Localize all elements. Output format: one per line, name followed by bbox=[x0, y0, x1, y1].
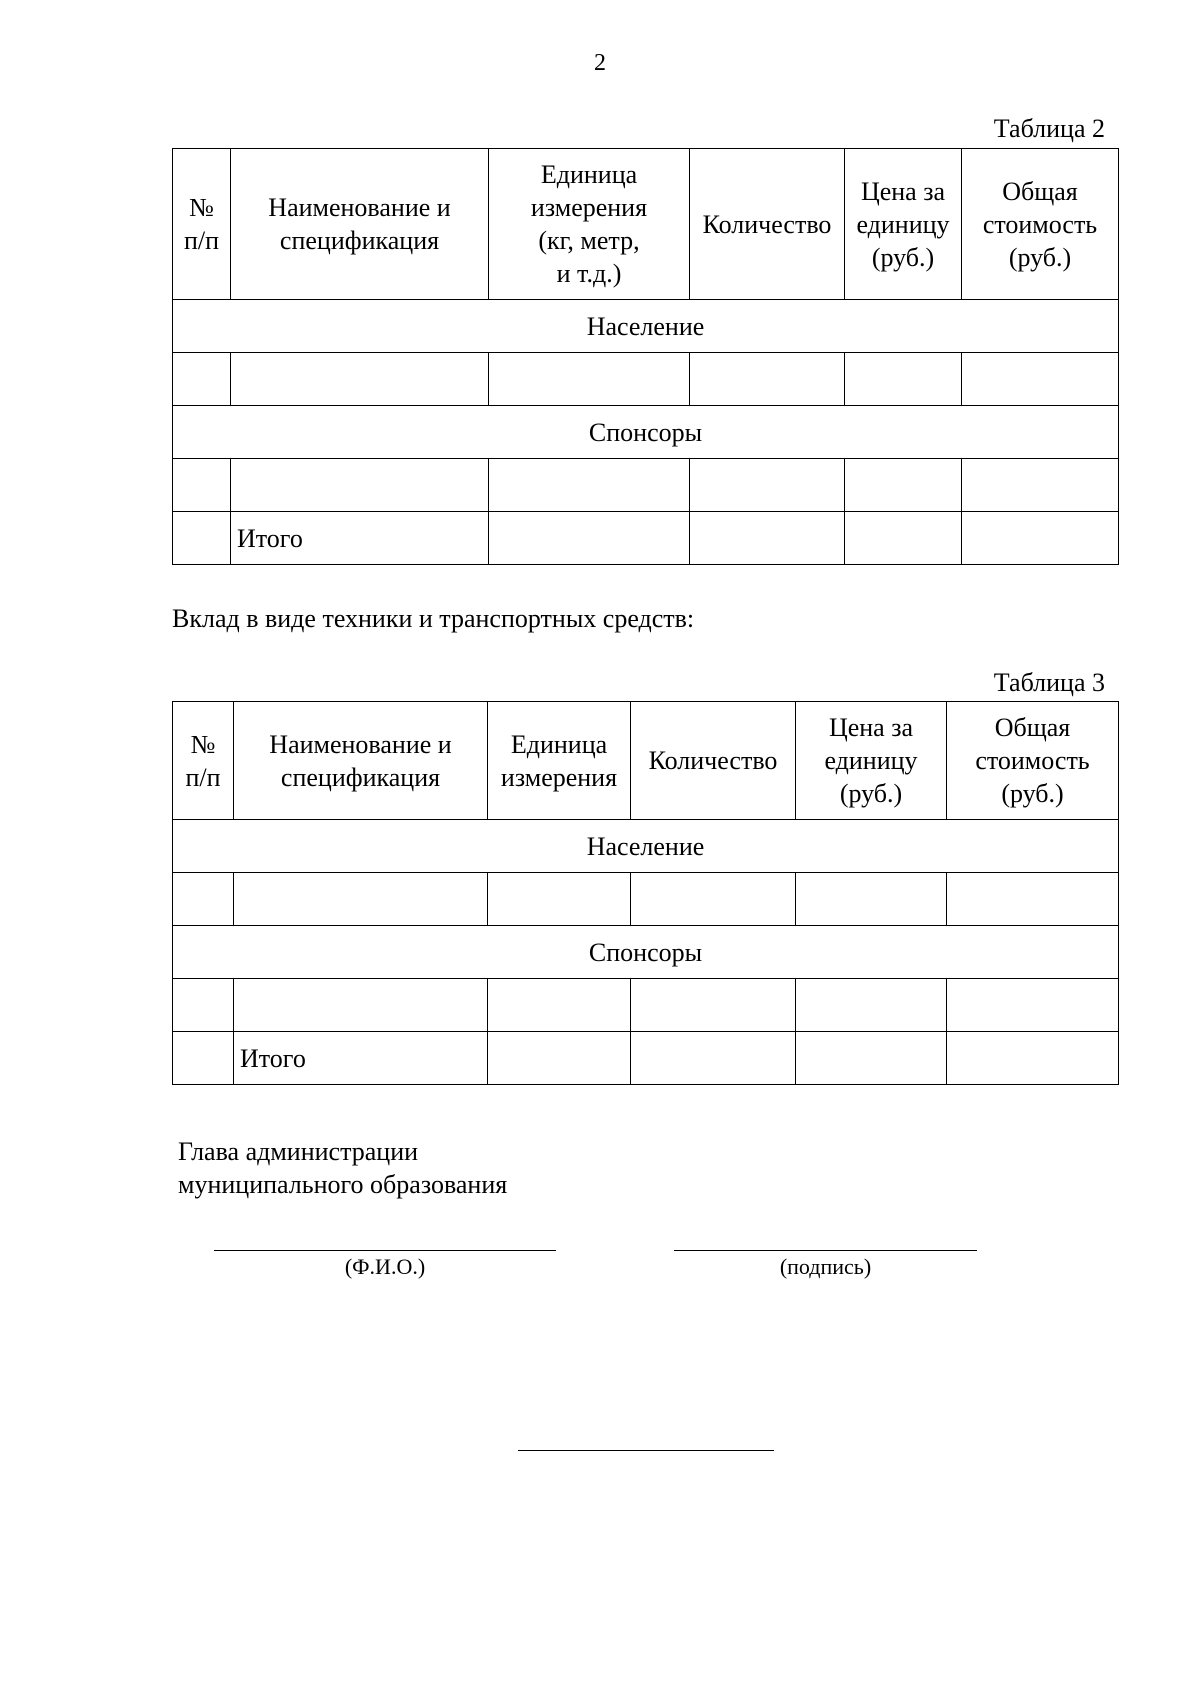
table-cell bbox=[796, 873, 947, 926]
table-row bbox=[173, 459, 1119, 512]
page-number: 2 bbox=[594, 50, 606, 76]
table-cell bbox=[173, 873, 234, 926]
header-total-cost bbox=[947, 702, 1119, 820]
table-cell bbox=[173, 459, 231, 512]
header-line: Наименование и bbox=[269, 729, 452, 759]
section-label: Спонсоры bbox=[173, 406, 1119, 459]
signatory-title-line: муниципального образования bbox=[178, 1170, 508, 1199]
table-cell bbox=[234, 979, 488, 1032]
header-line: п/п bbox=[185, 762, 221, 792]
header-unit-price bbox=[845, 149, 962, 300]
table-cell bbox=[947, 1032, 1119, 1085]
header-line: единицу bbox=[824, 746, 918, 775]
table-cell bbox=[231, 459, 489, 512]
table-cell bbox=[231, 353, 489, 406]
table-row bbox=[173, 979, 1119, 1032]
header-line: Общая bbox=[994, 713, 1071, 742]
signature-label: (подпись) bbox=[779, 1254, 872, 1279]
total-label: Итого bbox=[231, 512, 489, 565]
header-unit bbox=[488, 702, 631, 820]
total-row bbox=[173, 1032, 1119, 1085]
header-line: стоимость bbox=[982, 209, 1098, 239]
section-label: Население bbox=[173, 300, 1119, 353]
header-line: № bbox=[189, 193, 214, 222]
header-quantity bbox=[690, 149, 845, 300]
table-header-row bbox=[173, 702, 1119, 820]
table-cell bbox=[947, 873, 1119, 926]
table-row bbox=[173, 353, 1119, 406]
header-line: измерения bbox=[500, 762, 618, 792]
header-name-spec bbox=[234, 702, 488, 820]
fio-underline bbox=[214, 1250, 556, 1251]
header-line: п/п bbox=[183, 226, 220, 255]
header-line: Количество bbox=[702, 209, 832, 239]
section-label: Спонсоры bbox=[173, 926, 1119, 979]
table-cell bbox=[962, 353, 1119, 406]
header-unit bbox=[489, 149, 690, 300]
header-line: измерения bbox=[530, 193, 648, 222]
section-row-sponsors bbox=[173, 406, 1119, 459]
header-number bbox=[173, 149, 231, 300]
table-cell bbox=[690, 512, 845, 565]
end-separator-line bbox=[518, 1450, 774, 1451]
signature-underline bbox=[674, 1250, 977, 1251]
section-label: Население bbox=[173, 820, 1119, 873]
table-cell bbox=[631, 979, 796, 1032]
section-row-sponsors bbox=[173, 926, 1119, 979]
table-cell bbox=[173, 512, 231, 565]
header-line: стоимость bbox=[975, 746, 1090, 775]
table-cell bbox=[690, 353, 845, 406]
header-line: (руб.) bbox=[1008, 242, 1072, 272]
table-cell bbox=[796, 1032, 947, 1085]
header-line: Количество bbox=[648, 746, 778, 775]
header-total-cost bbox=[962, 149, 1119, 300]
header-line: Единица bbox=[540, 160, 638, 189]
table-cell bbox=[962, 512, 1119, 565]
header-line: единицу bbox=[856, 209, 950, 239]
header-line: (руб.) bbox=[1001, 779, 1064, 808]
section-row-population bbox=[173, 300, 1119, 353]
table-cell bbox=[845, 512, 962, 565]
header-line: Цена за bbox=[828, 713, 914, 742]
header-number bbox=[173, 702, 234, 820]
header-line: Общая bbox=[1002, 176, 1078, 206]
table3-caption: Таблица 3 bbox=[993, 668, 1105, 697]
table-cell bbox=[234, 873, 488, 926]
header-line: № bbox=[190, 729, 216, 759]
table-cell bbox=[173, 979, 234, 1032]
table-cell bbox=[690, 459, 845, 512]
table-2 bbox=[172, 148, 1119, 565]
header-name-spec bbox=[231, 149, 489, 300]
header-line: Цена за bbox=[860, 176, 946, 206]
signatory-title-line: Глава администрации bbox=[178, 1137, 419, 1166]
header-unit-price bbox=[796, 702, 947, 820]
header-line: Наименование и bbox=[268, 193, 451, 222]
header-line: спецификация bbox=[279, 226, 440, 255]
header-line: Единица bbox=[510, 729, 608, 759]
table-cell bbox=[631, 1032, 796, 1085]
table-cell bbox=[845, 459, 962, 512]
table-header-row bbox=[173, 149, 1119, 300]
total-row bbox=[173, 512, 1119, 565]
table-cell bbox=[962, 459, 1119, 512]
table-cell bbox=[845, 353, 962, 406]
total-label: Итого bbox=[234, 1032, 488, 1085]
fio-label: (Ф.И.О.) bbox=[344, 1254, 426, 1279]
table-cell bbox=[489, 512, 690, 565]
table-cell bbox=[173, 1032, 234, 1085]
table-cell bbox=[631, 873, 796, 926]
table-cell bbox=[488, 1032, 631, 1085]
header-line: спецификация bbox=[280, 762, 441, 792]
table2-caption: Таблица 2 bbox=[993, 114, 1105, 143]
header-line: (кг, метр, bbox=[538, 226, 640, 255]
table-cell bbox=[947, 979, 1119, 1032]
section-row-population bbox=[173, 820, 1119, 873]
signatory-title bbox=[178, 1135, 507, 1201]
equipment-note: Вклад в виде техники и транспортных средств: bbox=[172, 604, 695, 633]
table-cell bbox=[489, 459, 690, 512]
table-3 bbox=[172, 701, 1119, 1085]
table-cell bbox=[489, 353, 690, 406]
table-cell bbox=[488, 873, 631, 926]
header-line: (руб.) bbox=[871, 242, 935, 272]
header-quantity bbox=[631, 702, 796, 820]
table-cell bbox=[173, 353, 231, 406]
header-line: и т.д.) bbox=[556, 259, 622, 288]
table-row bbox=[173, 873, 1119, 926]
table-cell bbox=[488, 979, 631, 1032]
table-cell bbox=[796, 979, 947, 1032]
header-line: (руб.) bbox=[839, 779, 903, 808]
